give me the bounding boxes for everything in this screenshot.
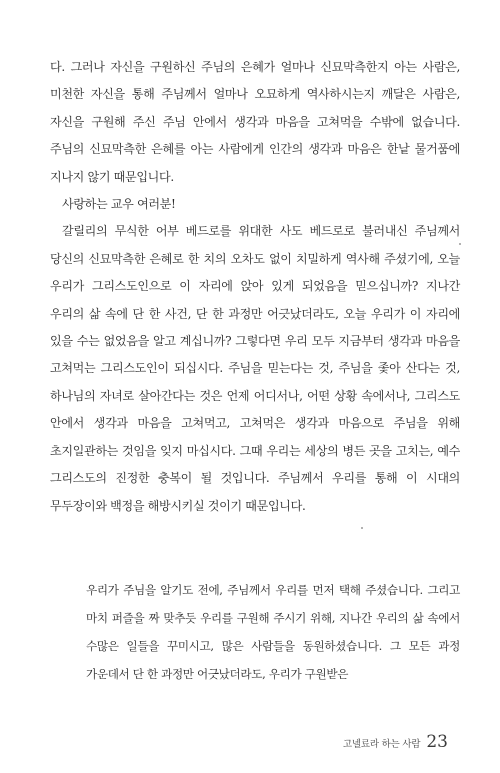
paragraph: 다. 그러나 자신을 구원하신 주님의 은혜가 얼마나 신묘막측한지 아는 사람은, 미천한 자신을 통해 주님께서 얼마나 오묘하게 역사하시는지 깨달은 사람은, 자신을 구원해 주신 주님 안에서 생각과 마음을 고쳐먹을 수밖에 없습니다. 주님의 신묘막측한 은혜를 아는 사람에게 인간의 생각과 마음은 한낱 물거품에 지나지 않기 때문입니다. bbox=[50, 60, 460, 184]
print-speck bbox=[361, 527, 363, 529]
paragraph: 갈릴리의 무식한 어부 베드로를 위대한 사도 베드로로 불러내신 주님께서 당신의 신묘막측한 은혜로 한 치의 오차도 없이 치밀하게 역사해 주셨기에, 오늘 우리가 그리스도인으로 이 자리에 앉아 있게 되었음을 믿으십니까? 지나간 우리의 삶 속에 단 한 사건, 단 한 과정만 어긋났더라도, 오늘 우리가 이 자리에 있을 수는 없었음을 알고 계십니까? 그렇다면 우리 모두 지금부터 생각과 마음을 고쳐먹는 그리스도인이 되십시다. 주님을 믿는다는 것, 주님을 좇아 산다는 것, 하나님의 자녀로 살아간다는 것은 언제 어디서나, 어떤 상황 속에서나, 그리스도 안에서 생각과 마음을 고쳐먹고, 고쳐먹은 생각과 마음으로 주님을 위해 초지일관하는 것임을 잊지 마십시다. 그때 우리는 세상의 병든 곳을 고치는, 예수 그리스도의 진정한 충복이 될 것입니다. 주님께서 우리를 통해 이 시대의 무두장이와 백정을 해방시키실 것이기 때문입니다. bbox=[50, 224, 460, 513]
body-text bbox=[50, 54, 460, 520]
page-number: 23 bbox=[426, 732, 448, 752]
quote-text: 우리가 주님을 알기도 전에, 주님께서 우리를 먼저 택해 주셨습니다. 그리고 마치 퍼즐을 짜 맞추듯 우리를 구원해 주시기 위해, 지나간 우리의 삶 속에서 수많은 일들을 꾸미시고, 많은 사람들을 동원하셨습니다. 그 모든 과정 가운데서 단 한 과정만 어긋났더라도, 우리가 구원받은 bbox=[86, 583, 460, 681]
page-footer bbox=[343, 732, 448, 752]
running-title: 고넬료라 하는 사람 bbox=[342, 739, 421, 750]
quote-block bbox=[86, 576, 460, 688]
paragraph-address: 사랑하는 교우 여러분! bbox=[62, 197, 176, 212]
print-speck bbox=[459, 243, 461, 245]
